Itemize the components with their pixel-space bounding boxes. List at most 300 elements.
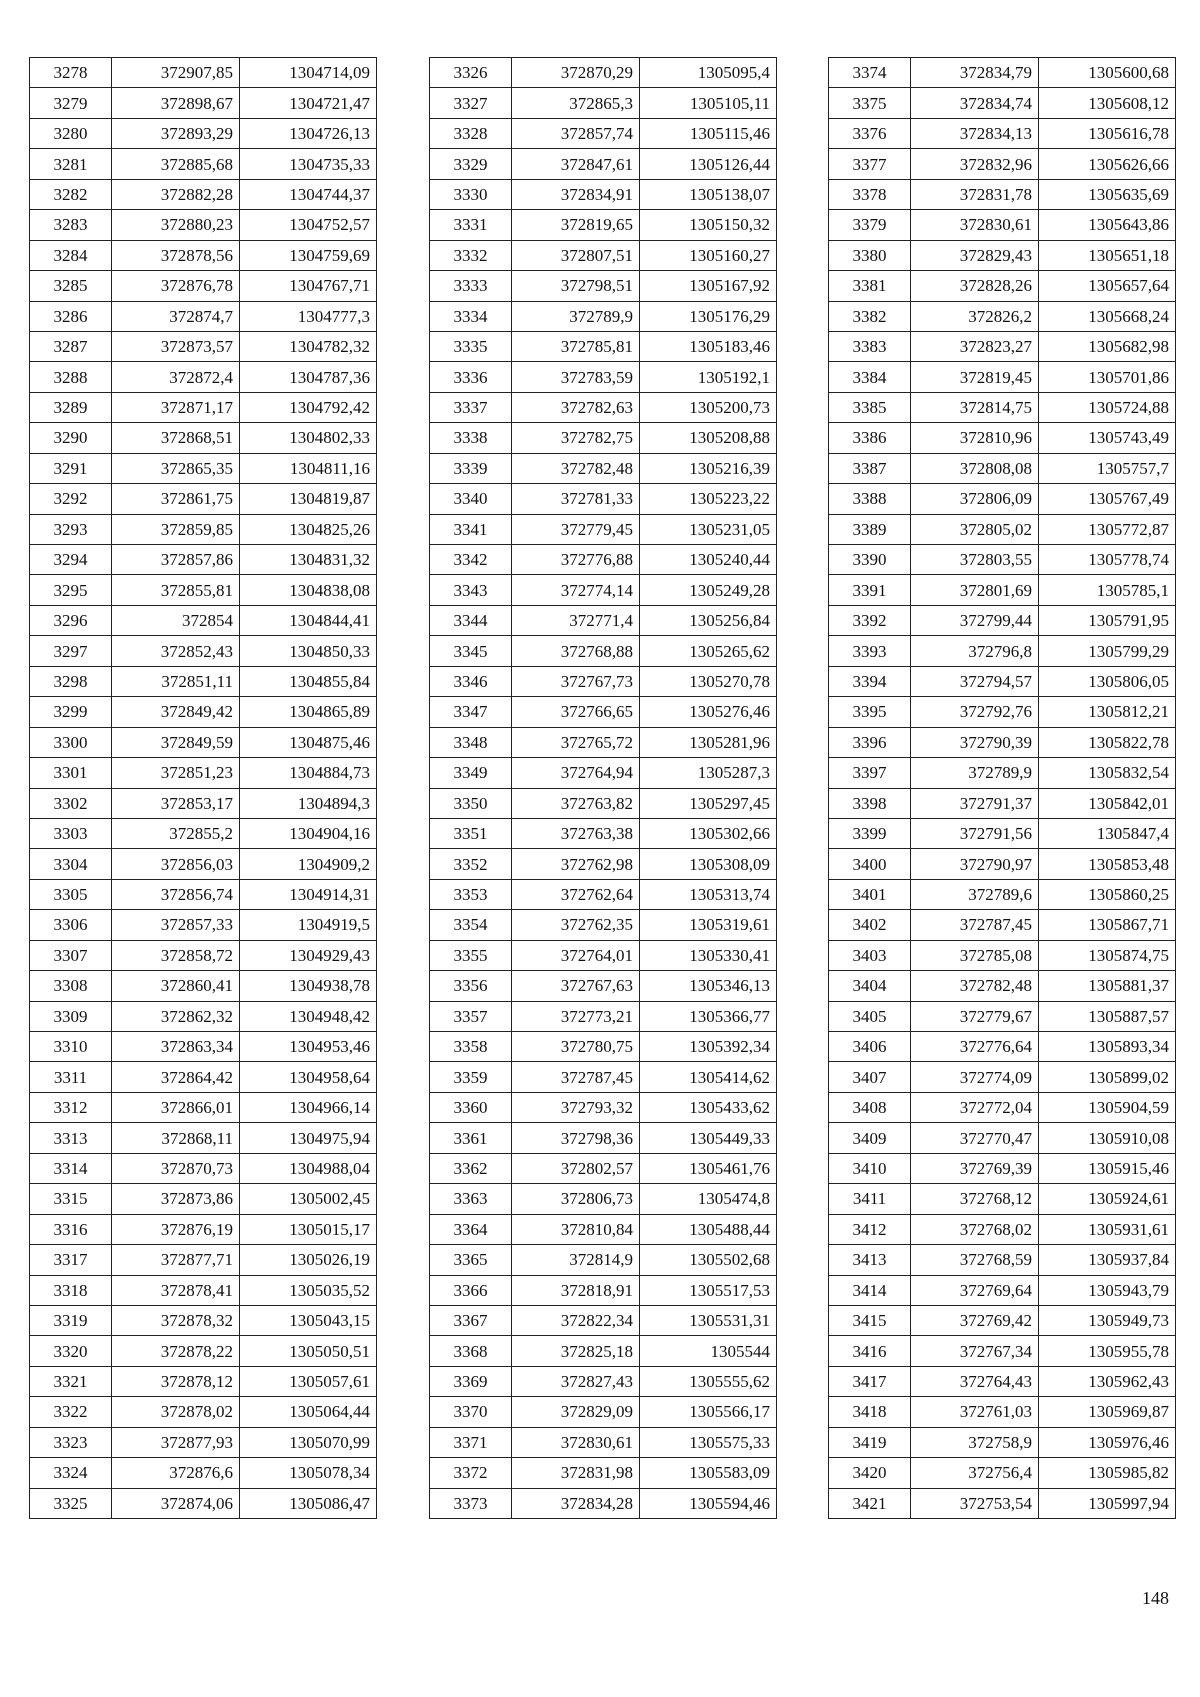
- point-number-cell: 3371: [430, 1427, 512, 1457]
- x-coordinate-cell: 372893,29: [112, 118, 240, 148]
- y-coordinate-cell: 1305555,62: [640, 1366, 777, 1396]
- point-number-cell: 3363: [430, 1184, 512, 1214]
- point-number-cell: 3366: [430, 1275, 512, 1305]
- table-row: [829, 636, 1176, 666]
- point-number-cell: 3318: [30, 1275, 112, 1305]
- x-coordinate-cell: 372798,36: [512, 1123, 640, 1153]
- table-row: [430, 818, 777, 848]
- table-row: [30, 1092, 377, 1122]
- table-row: [829, 423, 1176, 453]
- point-number-cell: 3382: [829, 301, 911, 331]
- coordinate-table-body: [829, 58, 1176, 1519]
- x-coordinate-cell: 372766,65: [512, 697, 640, 727]
- table-row: [30, 1488, 377, 1518]
- x-coordinate-cell: 372768,02: [911, 1214, 1039, 1244]
- point-number-cell: 3278: [30, 58, 112, 88]
- x-coordinate-cell: 372876,6: [112, 1458, 240, 1488]
- x-coordinate-cell: 372828,26: [911, 271, 1039, 301]
- x-coordinate-cell: 372806,09: [911, 484, 1039, 514]
- point-number-cell: 3403: [829, 940, 911, 970]
- y-coordinate-cell: 1304865,89: [240, 697, 377, 727]
- x-coordinate-cell: 372878,56: [112, 240, 240, 270]
- table-row: [430, 88, 777, 118]
- point-number-cell: 3356: [430, 971, 512, 1001]
- y-coordinate-cell: 1305050,51: [240, 1336, 377, 1366]
- y-coordinate-cell: 1305806,05: [1039, 666, 1176, 696]
- table-row: [430, 240, 777, 270]
- x-coordinate-cell: 372855,81: [112, 575, 240, 605]
- y-coordinate-cell: 1305874,75: [1039, 940, 1176, 970]
- table-row: [829, 818, 1176, 848]
- x-coordinate-cell: 372782,48: [512, 453, 640, 483]
- y-coordinate-cell: 1305822,78: [1039, 727, 1176, 757]
- point-number-cell: 3279: [30, 88, 112, 118]
- x-coordinate-cell: 372807,51: [512, 240, 640, 270]
- y-coordinate-cell: 1305392,34: [640, 1032, 777, 1062]
- x-coordinate-cell: 372770,47: [911, 1123, 1039, 1153]
- point-number-cell: 3341: [430, 514, 512, 544]
- x-coordinate-cell: 372799,44: [911, 605, 1039, 635]
- point-number-cell: 3364: [430, 1214, 512, 1244]
- point-number-cell: 3410: [829, 1153, 911, 1183]
- y-coordinate-cell: 1305997,94: [1039, 1488, 1176, 1518]
- point-number-cell: 3416: [829, 1336, 911, 1366]
- y-coordinate-cell: 1305772,87: [1039, 514, 1176, 544]
- table-row: [30, 818, 377, 848]
- x-coordinate-cell: 372873,57: [112, 331, 240, 361]
- x-coordinate-cell: 372859,85: [112, 514, 240, 544]
- y-coordinate-cell: 1305086,47: [240, 1488, 377, 1518]
- y-coordinate-cell: 1305767,49: [1039, 484, 1176, 514]
- y-coordinate-cell: 1304909,2: [240, 849, 377, 879]
- x-coordinate-cell: 372764,43: [911, 1366, 1039, 1396]
- y-coordinate-cell: 1304831,32: [240, 545, 377, 575]
- point-number-cell: 3300: [30, 727, 112, 757]
- y-coordinate-cell: 1305488,44: [640, 1214, 777, 1244]
- table-row: [430, 1458, 777, 1488]
- point-number-cell: 3378: [829, 179, 911, 209]
- point-number-cell: 3309: [30, 1001, 112, 1031]
- y-coordinate-cell: 1305281,96: [640, 727, 777, 757]
- x-coordinate-cell: 372761,03: [911, 1397, 1039, 1427]
- point-number-cell: 3359: [430, 1062, 512, 1092]
- y-coordinate-cell: 1305791,95: [1039, 605, 1176, 635]
- x-coordinate-cell: 372865,3: [512, 88, 640, 118]
- table-row: [829, 514, 1176, 544]
- x-coordinate-cell: 372834,28: [512, 1488, 640, 1518]
- table-row: [829, 1092, 1176, 1122]
- x-coordinate-cell: 372864,42: [112, 1062, 240, 1092]
- x-coordinate-cell: 372771,4: [512, 605, 640, 635]
- x-coordinate-cell: 372907,85: [112, 58, 240, 88]
- point-number-cell: 3281: [30, 149, 112, 179]
- x-coordinate-cell: 372885,68: [112, 149, 240, 179]
- table-row: [829, 940, 1176, 970]
- table-row: [430, 1488, 777, 1518]
- x-coordinate-cell: 372878,22: [112, 1336, 240, 1366]
- x-coordinate-cell: 372753,54: [911, 1488, 1039, 1518]
- x-coordinate-cell: 372868,11: [112, 1123, 240, 1153]
- y-coordinate-cell: 1305904,59: [1039, 1092, 1176, 1122]
- y-coordinate-cell: 1305682,98: [1039, 331, 1176, 361]
- x-coordinate-cell: 372787,45: [512, 1062, 640, 1092]
- table-row: [430, 1427, 777, 1457]
- table-row: [829, 362, 1176, 392]
- table-row: [30, 58, 377, 88]
- table-row: [829, 971, 1176, 1001]
- point-number-cell: 3357: [430, 1001, 512, 1031]
- x-coordinate-cell: 372878,12: [112, 1366, 240, 1396]
- y-coordinate-cell: 1305002,45: [240, 1184, 377, 1214]
- table-row: [430, 1305, 777, 1335]
- table-row: [30, 1001, 377, 1031]
- point-number-cell: 3280: [30, 118, 112, 148]
- y-coordinate-cell: 1305832,54: [1039, 758, 1176, 788]
- x-coordinate-cell: 372769,39: [911, 1153, 1039, 1183]
- y-coordinate-cell: 1305600,68: [1039, 58, 1176, 88]
- table-row: [30, 1032, 377, 1062]
- point-number-cell: 3343: [430, 575, 512, 605]
- y-coordinate-cell: 1305931,61: [1039, 1214, 1176, 1244]
- y-coordinate-cell: 1305860,25: [1039, 879, 1176, 909]
- y-coordinate-cell: 1305915,46: [1039, 1153, 1176, 1183]
- table-row: [829, 788, 1176, 818]
- x-coordinate-cell: 372774,14: [512, 575, 640, 605]
- x-coordinate-cell: 372814,75: [911, 392, 1039, 422]
- point-number-cell: 3385: [829, 392, 911, 422]
- table-row: [430, 940, 777, 970]
- point-number-cell: 3396: [829, 727, 911, 757]
- point-number-cell: 3323: [30, 1427, 112, 1457]
- x-coordinate-cell: 372856,74: [112, 879, 240, 909]
- y-coordinate-cell: 1305265,62: [640, 636, 777, 666]
- x-coordinate-cell: 372877,71: [112, 1245, 240, 1275]
- y-coordinate-cell: 1305955,78: [1039, 1336, 1176, 1366]
- point-number-cell: 3315: [30, 1184, 112, 1214]
- point-number-cell: 3320: [30, 1336, 112, 1366]
- y-coordinate-cell: 1305313,74: [640, 879, 777, 909]
- point-number-cell: 3304: [30, 849, 112, 879]
- point-number-cell: 3389: [829, 514, 911, 544]
- y-coordinate-cell: 1305167,92: [640, 271, 777, 301]
- x-coordinate-cell: 372779,67: [911, 1001, 1039, 1031]
- x-coordinate-cell: 372773,21: [512, 1001, 640, 1031]
- x-coordinate-cell: 372791,37: [911, 788, 1039, 818]
- y-coordinate-cell: 1304759,69: [240, 240, 377, 270]
- x-coordinate-cell: 372823,27: [911, 331, 1039, 361]
- table-row: [829, 605, 1176, 635]
- y-coordinate-cell: 1304914,31: [240, 879, 377, 909]
- point-number-cell: 3328: [430, 118, 512, 148]
- x-coordinate-cell: 372834,79: [911, 58, 1039, 88]
- y-coordinate-cell: 1305015,17: [240, 1214, 377, 1244]
- table-row: [430, 1184, 777, 1214]
- y-coordinate-cell: 1305757,7: [1039, 453, 1176, 483]
- x-coordinate-cell: 372877,93: [112, 1427, 240, 1457]
- point-number-cell: 3308: [30, 971, 112, 1001]
- x-coordinate-cell: 372826,2: [911, 301, 1039, 331]
- y-coordinate-cell: 1305095,4: [640, 58, 777, 88]
- x-coordinate-cell: 372852,43: [112, 636, 240, 666]
- y-coordinate-cell: 1305176,29: [640, 301, 777, 331]
- table-row: [829, 1366, 1176, 1396]
- table-row: [829, 240, 1176, 270]
- point-number-cell: 3311: [30, 1062, 112, 1092]
- table-row: [829, 179, 1176, 209]
- x-coordinate-cell: 372882,28: [112, 179, 240, 209]
- x-coordinate-cell: 372829,43: [911, 240, 1039, 270]
- y-coordinate-cell: 1304787,36: [240, 362, 377, 392]
- table-row: [30, 179, 377, 209]
- point-number-cell: 3306: [30, 910, 112, 940]
- x-coordinate-cell: 372862,32: [112, 1001, 240, 1031]
- y-coordinate-cell: 1305287,3: [640, 758, 777, 788]
- y-coordinate-cell: 1305057,61: [240, 1366, 377, 1396]
- x-coordinate-cell: 372781,33: [512, 484, 640, 514]
- table-row: [30, 362, 377, 392]
- y-coordinate-cell: 1304792,42: [240, 392, 377, 422]
- x-coordinate-cell: 372769,64: [911, 1275, 1039, 1305]
- coordinate-table-3: [828, 57, 1176, 1519]
- table-row: [829, 1184, 1176, 1214]
- y-coordinate-cell: 1305985,82: [1039, 1458, 1176, 1488]
- y-coordinate-cell: 1305064,44: [240, 1397, 377, 1427]
- x-coordinate-cell: 372870,73: [112, 1153, 240, 1183]
- point-number-cell: 3296: [30, 605, 112, 635]
- y-coordinate-cell: 1305070,99: [240, 1427, 377, 1457]
- x-coordinate-cell: 372767,73: [512, 666, 640, 696]
- x-coordinate-cell: 372790,97: [911, 849, 1039, 879]
- y-coordinate-cell: 1304767,71: [240, 271, 377, 301]
- y-coordinate-cell: 1305160,27: [640, 240, 777, 270]
- y-coordinate-cell: 1304953,46: [240, 1032, 377, 1062]
- y-coordinate-cell: 1305785,1: [1039, 575, 1176, 605]
- x-coordinate-cell: 372764,94: [512, 758, 640, 788]
- x-coordinate-cell: 372857,74: [512, 118, 640, 148]
- point-number-cell: 3392: [829, 605, 911, 635]
- table-row: [30, 210, 377, 240]
- table-row: [829, 1245, 1176, 1275]
- x-coordinate-cell: 372878,41: [112, 1275, 240, 1305]
- table-row: [829, 1305, 1176, 1335]
- point-number-cell: 3319: [30, 1305, 112, 1335]
- point-number-cell: 3299: [30, 697, 112, 727]
- y-coordinate-cell: 1305531,31: [640, 1305, 777, 1335]
- coordinate-table-1: [29, 57, 377, 1519]
- y-coordinate-cell: 1305778,74: [1039, 545, 1176, 575]
- x-coordinate-cell: 372854: [112, 605, 240, 635]
- point-number-cell: 3400: [829, 849, 911, 879]
- x-coordinate-cell: 372873,86: [112, 1184, 240, 1214]
- table-row: [430, 1123, 777, 1153]
- x-coordinate-cell: 372814,9: [512, 1245, 640, 1275]
- point-number-cell: 3413: [829, 1245, 911, 1275]
- point-number-cell: 3398: [829, 788, 911, 818]
- x-coordinate-cell: 372792,76: [911, 697, 1039, 727]
- point-number-cell: 3373: [430, 1488, 512, 1518]
- table-row: [829, 1214, 1176, 1244]
- x-coordinate-cell: 372832,96: [911, 149, 1039, 179]
- y-coordinate-cell: 1304819,87: [240, 484, 377, 514]
- table-row: [430, 971, 777, 1001]
- point-number-cell: 3351: [430, 818, 512, 848]
- table-row: [30, 453, 377, 483]
- y-coordinate-cell: 1305138,07: [640, 179, 777, 209]
- table-row: [829, 849, 1176, 879]
- y-coordinate-cell: 1305626,66: [1039, 149, 1176, 179]
- point-number-cell: 3355: [430, 940, 512, 970]
- y-coordinate-cell: 1305594,46: [640, 1488, 777, 1518]
- point-number-cell: 3334: [430, 301, 512, 331]
- table-row: [30, 545, 377, 575]
- table-row: [430, 149, 777, 179]
- x-coordinate-cell: 372776,64: [911, 1032, 1039, 1062]
- y-coordinate-cell: 1305575,33: [640, 1427, 777, 1457]
- y-coordinate-cell: 1305183,46: [640, 331, 777, 361]
- x-coordinate-cell: 372782,75: [512, 423, 640, 453]
- point-number-cell: 3327: [430, 88, 512, 118]
- point-number-cell: 3407: [829, 1062, 911, 1092]
- table-row: [829, 271, 1176, 301]
- point-number-cell: 3361: [430, 1123, 512, 1153]
- point-number-cell: 3331: [430, 210, 512, 240]
- table-row: [829, 484, 1176, 514]
- point-number-cell: 3397: [829, 758, 911, 788]
- point-number-cell: 3411: [829, 1184, 911, 1214]
- point-number-cell: 3365: [430, 1245, 512, 1275]
- x-coordinate-cell: 372825,18: [512, 1336, 640, 1366]
- point-number-cell: 3376: [829, 118, 911, 148]
- x-coordinate-cell: 372801,69: [911, 575, 1039, 605]
- x-coordinate-cell: 372831,98: [512, 1458, 640, 1488]
- point-number-cell: 3346: [430, 666, 512, 696]
- x-coordinate-cell: 372856,03: [112, 849, 240, 879]
- y-coordinate-cell: 1305949,73: [1039, 1305, 1176, 1335]
- point-number-cell: 3348: [430, 727, 512, 757]
- y-coordinate-cell: 1304838,08: [240, 575, 377, 605]
- y-coordinate-cell: 1305330,41: [640, 940, 777, 970]
- point-number-cell: 3421: [829, 1488, 911, 1518]
- x-coordinate-cell: 372789,9: [911, 758, 1039, 788]
- table-row: [829, 1153, 1176, 1183]
- table-row: [430, 301, 777, 331]
- table-row: [829, 1336, 1176, 1366]
- point-number-cell: 3340: [430, 484, 512, 514]
- table-row: [829, 392, 1176, 422]
- y-coordinate-cell: 1305743,49: [1039, 423, 1176, 453]
- y-coordinate-cell: 1305842,01: [1039, 788, 1176, 818]
- x-coordinate-cell: 372866,01: [112, 1092, 240, 1122]
- y-coordinate-cell: 1305126,44: [640, 149, 777, 179]
- x-coordinate-cell: 372851,23: [112, 758, 240, 788]
- y-coordinate-cell: 1305150,32: [640, 210, 777, 240]
- x-coordinate-cell: 372810,84: [512, 1214, 640, 1244]
- x-coordinate-cell: 372857,33: [112, 910, 240, 940]
- x-coordinate-cell: 372791,56: [911, 818, 1039, 848]
- x-coordinate-cell: 372774,09: [911, 1062, 1039, 1092]
- point-number-cell: 3384: [829, 362, 911, 392]
- table-row: [30, 301, 377, 331]
- point-number-cell: 3292: [30, 484, 112, 514]
- x-coordinate-cell: 372830,61: [512, 1427, 640, 1457]
- point-number-cell: 3302: [30, 788, 112, 818]
- point-number-cell: 3360: [430, 1092, 512, 1122]
- table-row: [30, 727, 377, 757]
- table-row: [430, 910, 777, 940]
- x-coordinate-cell: 372806,73: [512, 1184, 640, 1214]
- y-coordinate-cell: 1304726,13: [240, 118, 377, 148]
- point-number-cell: 3349: [430, 758, 512, 788]
- y-coordinate-cell: 1305608,12: [1039, 88, 1176, 118]
- table-row: [829, 1427, 1176, 1457]
- x-coordinate-cell: 372857,86: [112, 545, 240, 575]
- point-number-cell: 3350: [430, 788, 512, 818]
- table-row: [829, 666, 1176, 696]
- y-coordinate-cell: 1304811,16: [240, 453, 377, 483]
- x-coordinate-cell: 372858,72: [112, 940, 240, 970]
- y-coordinate-cell: 1304721,47: [240, 88, 377, 118]
- x-coordinate-cell: 372861,75: [112, 484, 240, 514]
- table-row: [829, 1001, 1176, 1031]
- x-coordinate-cell: 372827,43: [512, 1366, 640, 1396]
- y-coordinate-cell: 1305799,29: [1039, 636, 1176, 666]
- x-coordinate-cell: 372868,51: [112, 423, 240, 453]
- y-coordinate-cell: 1305249,28: [640, 575, 777, 605]
- table-row: [430, 514, 777, 544]
- y-coordinate-cell: 1304988,04: [240, 1153, 377, 1183]
- x-coordinate-cell: 372762,35: [512, 910, 640, 940]
- point-number-cell: 3408: [829, 1092, 911, 1122]
- y-coordinate-cell: 1304904,16: [240, 818, 377, 848]
- table-row: [30, 605, 377, 635]
- point-number-cell: 3342: [430, 545, 512, 575]
- x-coordinate-cell: 372870,29: [512, 58, 640, 88]
- point-number-cell: 3401: [829, 879, 911, 909]
- point-number-cell: 3367: [430, 1305, 512, 1335]
- point-number-cell: 3419: [829, 1427, 911, 1457]
- y-coordinate-cell: 1305474,8: [640, 1184, 777, 1214]
- y-coordinate-cell: 1304875,46: [240, 727, 377, 757]
- y-coordinate-cell: 1304825,26: [240, 514, 377, 544]
- table-row: [430, 575, 777, 605]
- x-coordinate-cell: 372847,61: [512, 149, 640, 179]
- y-coordinate-cell: 1305240,44: [640, 545, 777, 575]
- x-coordinate-cell: 372764,01: [512, 940, 640, 970]
- y-coordinate-cell: 1305566,17: [640, 1397, 777, 1427]
- point-number-cell: 3293: [30, 514, 112, 544]
- x-coordinate-cell: 372768,59: [911, 1245, 1039, 1275]
- table-row: [829, 1488, 1176, 1518]
- y-coordinate-cell: 1305976,46: [1039, 1427, 1176, 1457]
- x-coordinate-cell: 372767,63: [512, 971, 640, 1001]
- table-row: [30, 1062, 377, 1092]
- y-coordinate-cell: 1305517,53: [640, 1275, 777, 1305]
- table-row: [829, 118, 1176, 148]
- x-coordinate-cell: 372874,7: [112, 301, 240, 331]
- point-number-cell: 3383: [829, 331, 911, 361]
- y-coordinate-cell: 1305962,43: [1039, 1366, 1176, 1396]
- x-coordinate-cell: 372796,8: [911, 636, 1039, 666]
- table-row: [30, 1275, 377, 1305]
- point-number-cell: 3316: [30, 1214, 112, 1244]
- table-row: [829, 88, 1176, 118]
- point-number-cell: 3321: [30, 1366, 112, 1396]
- x-coordinate-cell: 372871,17: [112, 392, 240, 422]
- table-row: [30, 575, 377, 605]
- table-row: [430, 423, 777, 453]
- table-row: [30, 392, 377, 422]
- point-number-cell: 3370: [430, 1397, 512, 1427]
